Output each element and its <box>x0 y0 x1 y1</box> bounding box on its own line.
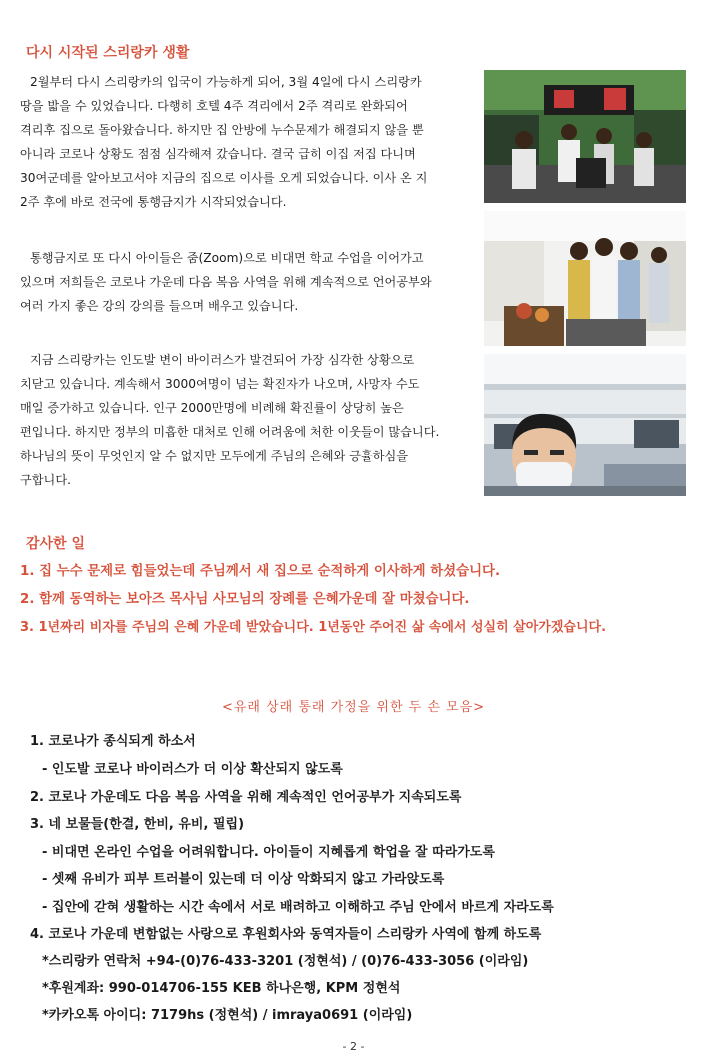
text-line: 매일 증가하고 있습니다. 인구 2000만명에 비례해 확진률이 상당히 높은 <box>20 401 404 415</box>
prayer-item: 3. 네 보물들(한결, 한비, 유비, 필립) <box>30 817 245 832</box>
prayer-subitem: - 비대면 온라인 수업을 어려워합니다. 아이들이 지혜롭게 학업을 잘 따라가도록 <box>42 845 495 860</box>
text-line: 2월부터 다시 스리랑카의 입국이 가능하게 되어, 3월 4일에 다시 스리랑카 <box>30 75 422 89</box>
text-line: 30여군데를 알아보고서야 지금의 집으로 이사를 오게 되었습니다. 이사 온 지 <box>20 171 428 185</box>
donation-account: *후원계좌: 990-014706-155 KEB 하나은행, KPM 정현석 <box>42 981 401 996</box>
paragraph-covid-situation <box>20 348 480 492</box>
prayer-item: 1. 코로나가 종식되게 하소서 <box>30 734 196 749</box>
paragraph-curfew <box>20 246 480 318</box>
text-line: 지금 스리랑카는 인도발 변이 바이러스가 발견되어 가장 심각한 상황으로 <box>30 353 415 367</box>
paragraph-return <box>20 70 480 214</box>
thanks-item: 3. 1년짜리 비자를 주님의 은혜 가운데 받았습니다. 1년동안 주어진 삶 속에서 성실히 살아가겠습니다. <box>20 620 607 635</box>
prayer-subitem: - 셋째 유비가 피부 트러블이 있는데 더 이상 악화되지 않고 가라앉도록 <box>42 872 445 887</box>
text-line: 아니라 코로나 상황도 점점 심각해져 갔습니다. 결국 급히 이집 저집 다니며 <box>20 147 416 161</box>
text-line: 구합니다. <box>20 473 71 487</box>
page-number: - 2 - <box>342 1040 365 1053</box>
prayer-subitem: - 집안에 갇혀 생활하는 시간 속에서 서로 배려하고 이해하고 주님 안에서 바르게 자라도록 <box>42 900 554 915</box>
section-title-life: 다시 시작된 스리랑카 생활 <box>26 45 190 61</box>
photo-indoor-meeting <box>484 211 686 346</box>
contact-phone: *스리랑카 연락처 +94-(0)76-433-3201 (정현석) / (0)76-433-3056 (이라임) <box>42 954 529 969</box>
prayer-title: <유래 상래 통래 가정을 위한 두 손 모음> <box>221 700 486 715</box>
text-line: 땅을 밟을 수 있었습니다. 다행히 호텔 4주 격리에서 2주 격리로 완화되어 <box>20 99 408 113</box>
text-line: 여러 가지 좋은 강의 강의를 들으며 배우고 있습니다. <box>20 299 299 313</box>
thanks-item: 2. 함께 동역하는 보아즈 목사님 사모님의 장례를 은혜가운데 잘 마쳤습니다. <box>20 592 470 607</box>
text-line: 격리후 집으로 돌아왔습니다. 하지만 집 안방에 누수문제가 해결되지 않을 뿐 <box>20 123 424 137</box>
photo-selfie-mask <box>484 354 686 496</box>
prayer-item: 2. 코로나 가운데도 다음 복음 사역을 위해 계속적인 언어공부가 지속되도록 <box>30 790 462 805</box>
prayer-item: 4. 코로나 가운데 변함없는 사랑으로 후원회사와 동역자들이 스리랑카 사역에 함께 하도록 <box>30 927 542 942</box>
text-line: 치닫고 있습니다. 계속해서 3000여명이 넘는 확진자가 나오며, 사망자 수도 <box>20 377 420 391</box>
prayer-subitem: - 인도발 코로나 바이러스가 더 이상 확산되지 않도록 <box>42 762 343 777</box>
text-line: 있으며 저희들은 코로나 가운데 다음 복음 사역을 위해 계속적으로 언어공부와 <box>20 275 432 289</box>
text-line: 편입니다. 하지만 정부의 미흡한 대처로 인해 어려움에 처한 이웃들이 많습니다. <box>20 425 440 439</box>
thanks-item: 1. 집 누수 문제로 힘들었는데 주님께서 새 집으로 순적하게 이사하게 하셨습니다. <box>20 564 501 579</box>
text-line: 통행금지로 또 다시 아이들은 줌(Zoom)으로 비대면 학교 수업을 이어가고 <box>30 251 424 265</box>
photo-worship-gathering <box>484 70 686 203</box>
section-title-thanks: 감사한 일 <box>26 536 85 552</box>
text-line: 2주 후에 바로 전국에 통행금지가 시작되었습니다. <box>20 195 287 209</box>
kakaotalk-id: *카카오톡 아이디: 7179hs (정현석) / imraya0691 (이라임) <box>42 1008 413 1023</box>
text-line: 하나님의 뜻이 무엇인지 알 수 없지만 모두에게 주님의 은혜와 긍휼하심을 <box>20 449 409 463</box>
